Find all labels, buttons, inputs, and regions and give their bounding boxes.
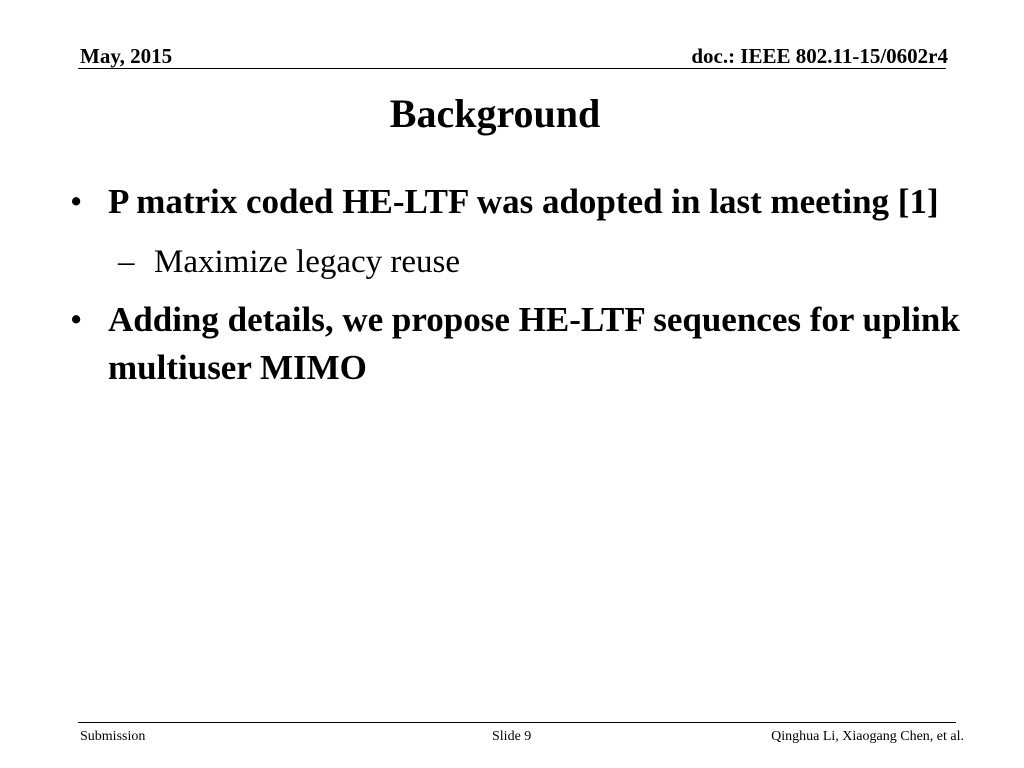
bullet-dot-icon: • bbox=[70, 300, 83, 339]
bullet-text-2: Adding details, we propose HE-LTF sequences for uplink multiuser MIMO bbox=[108, 300, 960, 387]
bullet-item-2 bbox=[70, 296, 990, 392]
footer-slide-number: Slide 9 bbox=[492, 729, 532, 744]
sub-bullet-item-1 bbox=[70, 240, 990, 284]
footer-divider bbox=[78, 722, 956, 723]
bullet-list bbox=[70, 178, 990, 392]
bullet-dot-icon: • bbox=[70, 182, 83, 221]
sub-bullet-text-1: Maximize legacy reuse bbox=[154, 244, 461, 280]
footer-authors: Qinghua Li, Xiaogang Chen, et al. bbox=[771, 729, 964, 744]
slide-title: Background bbox=[389, 91, 601, 136]
footer-submission: Submission bbox=[80, 729, 146, 744]
bullet-item-1 bbox=[70, 178, 990, 226]
header-doc-id: doc.: IEEE 802.11-15/0602r4 bbox=[691, 44, 948, 68]
bullet-text-1: P matrix coded HE-LTF was adopted in last meeting [1] bbox=[108, 182, 939, 221]
header-divider bbox=[78, 68, 946, 69]
sub-bullet-dash-icon: – bbox=[118, 244, 135, 280]
header-date: May, 2015 bbox=[80, 44, 173, 68]
